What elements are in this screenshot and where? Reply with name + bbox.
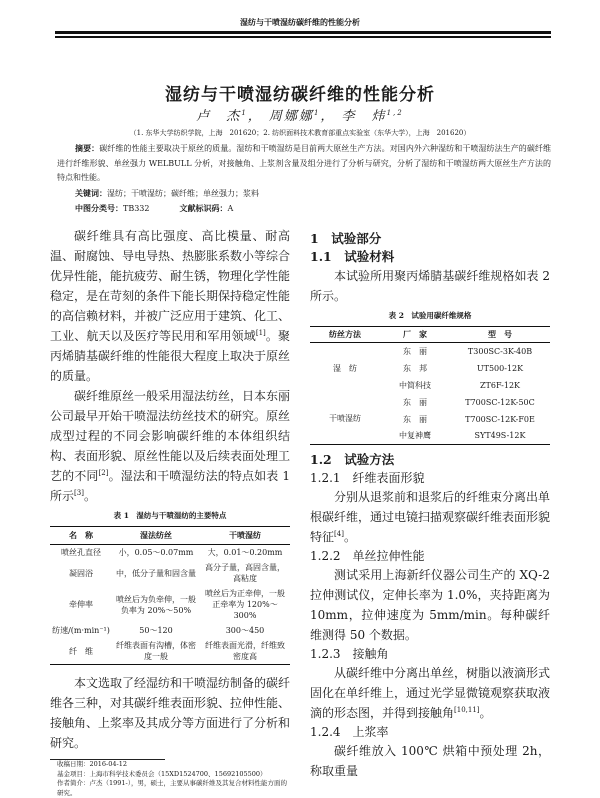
author: 李 炜 [341, 109, 387, 124]
cell: 大，0.01～0.20mm [207, 548, 283, 557]
intro-paragraph-3: 本文选取了经湿纺和干喷湿纺制备的碳纤维各三种，对其碳纤维表面形貌、拉伸性能、接触角、上浆率及其成分等方面进行了分析和研究。 [50, 676, 291, 750]
classification [57, 201, 551, 217]
table-1 [50, 526, 290, 665]
abstract-label: 摘要： [75, 143, 100, 153]
text: 。 [343, 530, 356, 544]
cell: 中，低分子量和固含量 [116, 568, 196, 578]
table-header-row [50, 527, 290, 545]
class-value: TB332 [123, 204, 150, 213]
table-row [50, 560, 290, 586]
cell: 东 丽 [403, 414, 427, 424]
col-header: 厂 家 [380, 327, 450, 343]
right-column [310, 230, 550, 781]
footnote-received: 收稿日期：2016-04-12 [57, 760, 127, 768]
cell: 纤 维 [69, 646, 93, 656]
author-sup: 1 [313, 109, 321, 117]
section-1-2-3-heading: 1.2.3 接触角 [310, 647, 389, 661]
cell: UT500-12K [476, 363, 524, 373]
footnote-author: 作者简介：卢杰（1991-），男，硕士，主要从事碳纤维及其复合材料性能方面的研究。 [57, 779, 287, 797]
tensile-paragraph: 测试采用上海新纤仪器公司生产的 XQ-2 拉伸测试仪，定伸长率为 1.0%，夹持距离为 10mm，拉伸速度为 5mm/min。每种碳纤维测得 50 个数据。 [310, 568, 550, 642]
text: 。 [83, 489, 96, 503]
running-header: 湿纺与干喷湿纺碳纤维的性能分析 [240, 17, 360, 27]
keywords-text: 湿纺；干喷湿纺；碳纤维；单丝强力；浆料 [107, 188, 259, 198]
cell: 东 邦 [403, 363, 427, 373]
header-rule-thin [55, 36, 551, 38]
cell: 凝固浴 [69, 568, 93, 578]
materials-paragraph: 本试验所用聚丙烯腈基碳纤维规格如表 2 所示。 [310, 269, 550, 303]
section-1-1-heading: 1.1 试验材料 [310, 249, 395, 264]
front-matter [57, 141, 551, 217]
text: 。 [479, 706, 492, 720]
contact-angle-paragraph [310, 663, 550, 723]
cell: 牵伸率 [69, 600, 93, 609]
table2-caption: 表 2 试验用碳纤维规格 [388, 311, 472, 320]
class-label: 中图分类号： [75, 203, 123, 213]
section-1-2-1-heading: 1.2.1 纤维表面形貌 [310, 471, 425, 485]
keywords-label: 关键词： [75, 187, 107, 198]
cell: 东 丽 [403, 397, 427, 407]
cell: 纺速/(m·min⁻¹) [52, 626, 110, 635]
citation: [4] [334, 530, 344, 538]
cell: 喷丝后为正牵伸，一般正牵率为 120%～300% [205, 589, 285, 620]
col-header: 纺丝方法 [310, 327, 380, 343]
citation: [3] [74, 489, 84, 497]
cell: 中简科技 [399, 380, 431, 390]
cell: 50～120 [139, 626, 173, 635]
table-row [50, 545, 290, 561]
author: 卢 杰 [196, 109, 242, 124]
cell: 干喷湿纺 [329, 414, 361, 424]
section-1-heading: 1 试验部分 [310, 231, 382, 246]
cell: 中复神鹰 [399, 431, 431, 441]
table-row [310, 343, 550, 360]
paper-title: 湿纺与干喷湿纺碳纤维的性能分析 [165, 85, 435, 105]
cell: 湿 纺 [333, 363, 357, 373]
col-header: 型 号 [450, 327, 550, 343]
morphology-paragraph [310, 487, 550, 547]
section-1-2-heading: 1.2 试验方法 [310, 452, 395, 467]
cell: T700SC-12K-F0E [465, 414, 535, 424]
table-2 [310, 326, 550, 445]
abstract [57, 141, 551, 186]
table-row [310, 394, 550, 411]
table-header-row [310, 327, 550, 343]
cell: SYT49S-12K [474, 431, 526, 441]
col-header: 名 称 [50, 527, 112, 545]
citation: [10,11] [454, 706, 480, 714]
doc-value: A [227, 204, 234, 213]
author-sup: 1,2 [386, 109, 404, 117]
author-sup: 1 [241, 109, 248, 117]
text: 分别从退浆前和退浆后的纤维束分离出单根碳纤维，通过电镜扫描观察碳纤维表面形貌特征 [310, 490, 551, 544]
cell: 东 丽 [403, 346, 427, 356]
text: 从碳纤维中分离出单丝，树脂以液滴形式固化在单纤维上，通过光学显微镜观察获取液滴的形态图，并得到接触角 [310, 666, 551, 720]
section-1-2-4-heading: 1.2.4 上浆率 [310, 725, 389, 739]
text: 。湿法和干喷湿纺法的特点如表 1 所示 [50, 469, 290, 503]
text: 碳纤维原丝一般采用湿法纺丝，日本东丽公司最早开始干喷湿法纺丝技术的研究。原丝成型过程的不同会影响碳纤维的本体组织结构、表面形貌、原丝性能以及后续表面处理工艺的不同 [50, 389, 291, 483]
cell: 纤维表面有沟槽，体密度一般 [116, 641, 196, 661]
left-column [50, 226, 290, 798]
footnote-fund: 基金项目：上海市科学技术委员会（15XD1524700、15692105500） [57, 769, 267, 778]
col-header: 湿法纺丝 [112, 527, 200, 545]
cell: T700SC-12K-50C [465, 397, 535, 407]
doc-label: 文献标识码： [179, 203, 228, 213]
text: 碳纤维具有高比强度、高比模量、耐高温、耐腐蚀、导电导热、热膨胀系数小等综合优异性能，能抗疲劳、耐生锈，物理化学性能稳定，是在苛刻的条件下能长期保持稳定性能的高信赖材料，并被广泛应用于建筑、化工、工业、航天以及医疗等民用和军用领域 [50, 229, 291, 343]
cell: 小，0.05～0.07mm [118, 548, 194, 557]
table1-caption: 表 1 湿纺与干喷湿纺的主要特点 [113, 511, 227, 520]
abstract-text: 碳纤维的性能主要取决于原丝的质量。湿纺和干喷湿纺是目前两大原丝生产方法。对国内外六种湿纺和干喷湿纺法生产的碳纤维进行纤维形貌、单丝强力 WELBULL 分析，对接触角、上浆剂含量及组分进行了分析与研究，分析了湿纺和干喷湿纺两大原丝生产方法的特点和性能。 [57, 144, 552, 182]
cell: 300～450 [225, 626, 265, 635]
intro-paragraph-1 [50, 226, 290, 386]
header-rule [55, 31, 551, 34]
author: 周娜娜 [268, 109, 314, 124]
citation: [2] [98, 469, 109, 477]
cell: T300SC-3K-40B [467, 346, 533, 356]
cell: ZT6F-12K [479, 380, 521, 390]
cell: 喷丝孔直径 [61, 548, 101, 557]
sizing-paragraph: 碳纤维放入 100℃ 烘箱中预处理 2h，称取重量 [310, 744, 550, 778]
table-row [50, 586, 290, 623]
intro-paragraph-2 [50, 386, 290, 506]
table-row [50, 623, 290, 638]
text: 。聚丙烯腈基碳纤维的性能很大程度上取决于原丝的质量。 [50, 329, 291, 383]
table-row [50, 638, 290, 665]
col-header: 干喷湿纺 [200, 527, 290, 545]
affiliation: （1. 东华大学纺织学院，上海 201620；2. 纺织面料技术教育部重点实验室（东华大学），上海 201620） [129, 129, 471, 137]
citation: [1] [255, 329, 266, 337]
cell: 喷丝后为负牵伸，一般负率为 20%～50% [116, 594, 196, 615]
section-1-2-2-heading: 1.2.2 单丝拉伸性能 [310, 549, 425, 563]
authors: 卢 杰$^1$， 周娜娜$^1$， 李 炜$^{1,2}$ [196, 109, 404, 124]
keywords [57, 186, 551, 202]
cell: 纤维表面光滑，纤维致密度高 [205, 641, 285, 661]
cell: 高分子量，高固含量，高粘度 [205, 563, 285, 583]
